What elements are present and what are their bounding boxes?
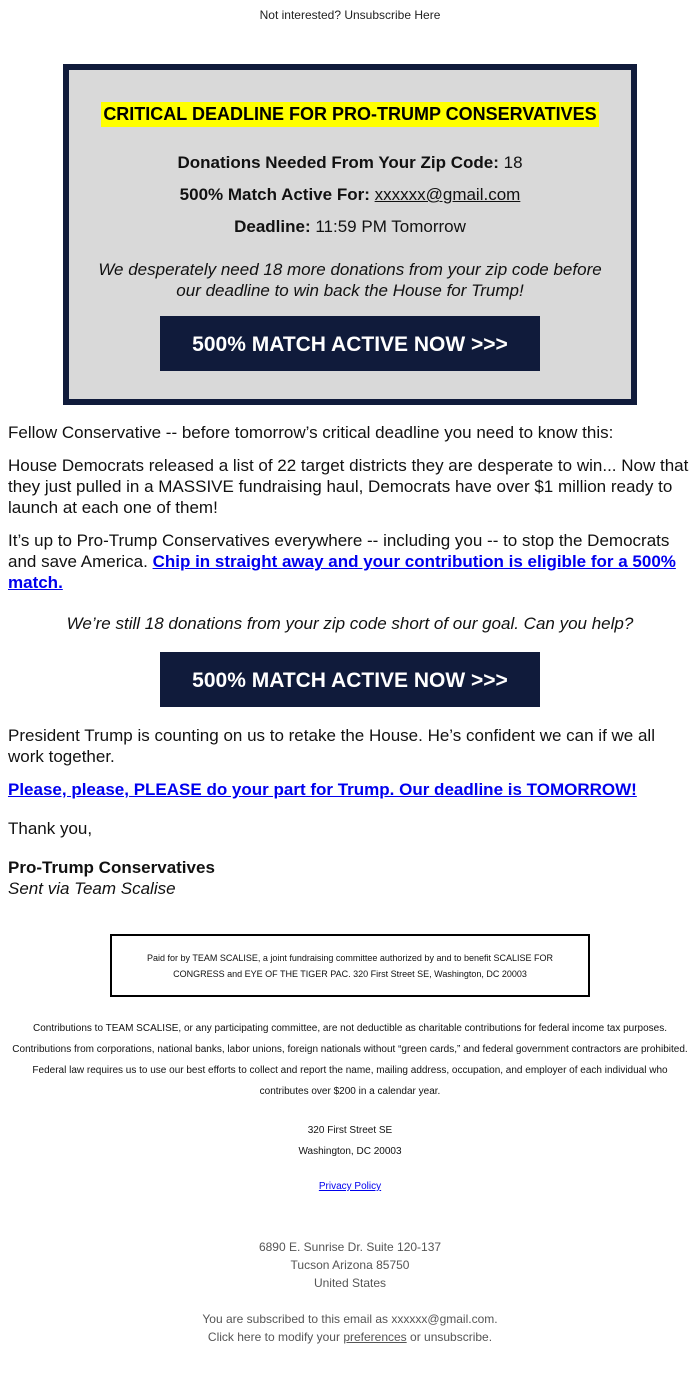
paid-for-box: Paid for by TEAM SCALISE, a joint fundraising committee authorized by and to benefit SCALISE FOR CONGRESS and EYE OF THE TIGER PAC. 320 First Street SE, Washington, DC 20003 bbox=[110, 934, 590, 997]
privacy-policy-link[interactable]: Privacy Policy bbox=[318, 1181, 382, 1192]
body-paragraph-3 bbox=[8, 530, 692, 593]
modify-line bbox=[0, 1328, 700, 1346]
match-email-link[interactable]: xxxxxx@gmail.com bbox=[374, 185, 521, 204]
deadline-label: Deadline: bbox=[234, 217, 311, 236]
modify-prefix[interactable]: Click here to modify your bbox=[207, 1330, 344, 1344]
donations-needed-line bbox=[69, 153, 631, 173]
signature-sub: Sent via Team Scalise bbox=[8, 879, 176, 898]
chip-in-link[interactable]: Chip in straight away and your contribution is eligible for a 500% match. bbox=[8, 552, 676, 592]
deadline-value: 11:59 PM Tomorrow bbox=[315, 217, 466, 236]
committee-address-line-1: 320 First Street SE bbox=[307, 1125, 393, 1136]
hero-appeal-text: We desperately need 18 more donations from your zip code before our deadline to win back the House for Trump! bbox=[98, 260, 602, 300]
footer-address-line-3: United States bbox=[313, 1276, 387, 1290]
signature-name: Pro-Trump Conservatives bbox=[8, 858, 215, 877]
subscribed-text: You are subscribed to this email as xxxxxx@gmail.com. bbox=[202, 1312, 498, 1326]
do-your-part-link[interactable]: Please, please, PLEASE do your part for Trump. Our deadline is TOMORROW! bbox=[8, 780, 637, 799]
body-paragraph-5 bbox=[8, 779, 692, 800]
zip-code-appeal: We’re still 18 donations from your zip code short of our goal. Can you help? bbox=[66, 614, 634, 633]
body-paragraph-1: Fellow Conservative -- before tomorrow’s critical deadline you need to know this: bbox=[8, 423, 614, 442]
contribution-disclaimer: Contributions to TEAM SCALISE, or any participating committee, are not deductible as charitable contributions for federal income tax purposes. Contributions from corporations, national banks, labor unions, foreign nationals without “green cards,” and federal government contractors are prohibited. Federal law requires us to use our best efforts to collect and report the name, mailing address, occupation, and employer of each individual who contributes over $200 in a calendar year. bbox=[12, 1023, 688, 1097]
preferences-link[interactable]: preferences bbox=[343, 1330, 407, 1344]
match-active-line bbox=[69, 185, 631, 205]
footer-subscription bbox=[0, 1310, 700, 1346]
body-paragraph-2: House Democrats released a list of 22 target districts they are desperate to win... Now that they just pulled in a MASSIVE fundraising haul, Democrats have over $1 million ready to launch at each one of them! bbox=[8, 456, 689, 517]
unsubscribe-link[interactable]: Not interested? Unsubscribe Here bbox=[259, 8, 441, 22]
body-match-button[interactable]: 500% MATCH ACTIVE NOW >>> bbox=[160, 652, 540, 707]
footer-address-line-2: Tucson Arizona 85750 bbox=[290, 1258, 410, 1272]
donations-needed-label: Donations Needed From Your Zip Code: bbox=[177, 153, 499, 172]
committee-address-line-2: Washington, DC 20003 bbox=[298, 1146, 402, 1157]
deadline-hero-box bbox=[63, 64, 637, 405]
email-body bbox=[8, 422, 692, 899]
modify-suffix: or unsubscribe. bbox=[406, 1330, 493, 1344]
committee-address bbox=[0, 1120, 700, 1162]
thanks-line: Thank you, bbox=[8, 819, 93, 838]
donations-needed-value: 18 bbox=[503, 153, 523, 172]
footer-address-line-1: 6890 E. Sunrise Dr. Suite 120-137 bbox=[258, 1240, 442, 1254]
match-active-label: 500% Match Active For: bbox=[179, 185, 370, 204]
hero-headline: CRITICAL DEADLINE FOR PRO-TRUMP CONSERVATIVES bbox=[101, 102, 598, 127]
body-paragraph-4: President Trump is counting on us to retake the House. He’s confident we can if we all work together. bbox=[8, 726, 655, 766]
deadline-line bbox=[69, 217, 631, 237]
privacy-policy-row bbox=[0, 1181, 700, 1192]
body-paragraph-3-text: It’s up to Pro-Trump Conservatives everywhere -- including you -- to stop the Democrats and save America. bbox=[8, 531, 670, 571]
footer-address bbox=[0, 1238, 700, 1292]
hero-match-button[interactable]: 500% MATCH ACTIVE NOW >>> bbox=[160, 316, 540, 371]
